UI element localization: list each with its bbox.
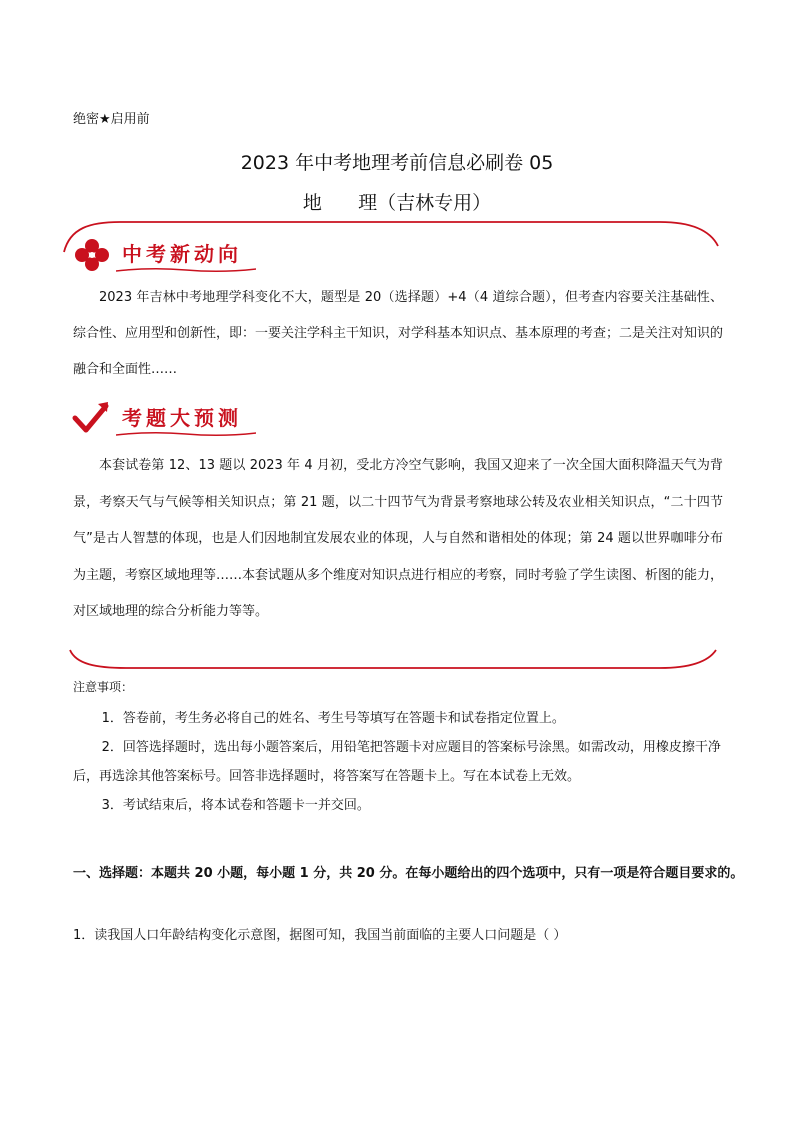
- trends-paragraph: 2023 年吉林中考地理学科变化不大，题型是 20（选择题）+4（4 道综合题），但考查内容要关注基础性、综合性、应用型和创新性，即：一要关注学科主干知识，对学科基本知识点、基本原理的考查；二是关注对知识的融合和全面性……: [73, 290, 724, 377]
- section-heading-trends: [72, 236, 292, 272]
- part-one-heading: 一、选择题：本题共 20 小题，每小题 1 分，共 20 分。在每小题给出的四个选项中，只有一项是符合题目要求的。: [73, 866, 744, 881]
- confidential-label: 绝密★启用前: [73, 112, 150, 127]
- exam-title: 2023 年中考地理考前信息必刷卷 05: [240, 152, 554, 174]
- section-title-trends: 中考新动向: [122, 242, 242, 266]
- check-arrow-icon: [72, 398, 112, 436]
- notice-item: 1．答卷前，考生务必将自己的姓名、考生号等填写在答题卡和试卷指定位置上。: [101, 711, 565, 726]
- bottom-frame-decoration: [60, 646, 724, 672]
- notice-item: 3．考试结束后，将本试卷和答题卡一并交回。: [101, 798, 370, 813]
- section-title-forecast: 考题大预测: [122, 406, 242, 430]
- question-1: 1．读我国人口年龄结构变化示意图，据图可知，我国当前面临的主要人口问题是（ ）: [73, 928, 567, 943]
- section-heading-forecast: [72, 400, 292, 436]
- notice-title: 注意事项：: [73, 680, 134, 694]
- notice-item: 2．回答选择题时，选出每小题答案后，用铅笔把答题卡对应题目的答案标号涂黑。如需改动，用橡皮擦干净后，再选涂其他答案标号。回答非选择题时，将答案写在答题卡上。写在本试卷上无效。: [73, 740, 721, 784]
- clover-icon: [72, 236, 112, 272]
- heading-underline: [116, 266, 256, 274]
- heading-underline: [116, 430, 256, 438]
- exam-subtitle: 地 理（吉林专用）: [302, 192, 492, 214]
- forecast-paragraph: 本套试卷第 12、13 题以 2023 年 4 月初，受北方冷空气影响，我国又迎来了一次全国大面积降温天气为背景，考察天气与气候等相关知识点；第 21 题，以二十四节气为背景考察地球公转及农业相关知识点，“二十四节气”是古人智慧的体现，也是人们因地制宜发展农业的体现，人与自然和谐相处的体现；第 24 题以世界咖啡分布为主题，考察区域地理等……本套试题从多个维度对知识点进行相应的考察，同时考验了学生读图、析图的能力，对区域地理的综合分析能力等等。: [73, 458, 724, 619]
